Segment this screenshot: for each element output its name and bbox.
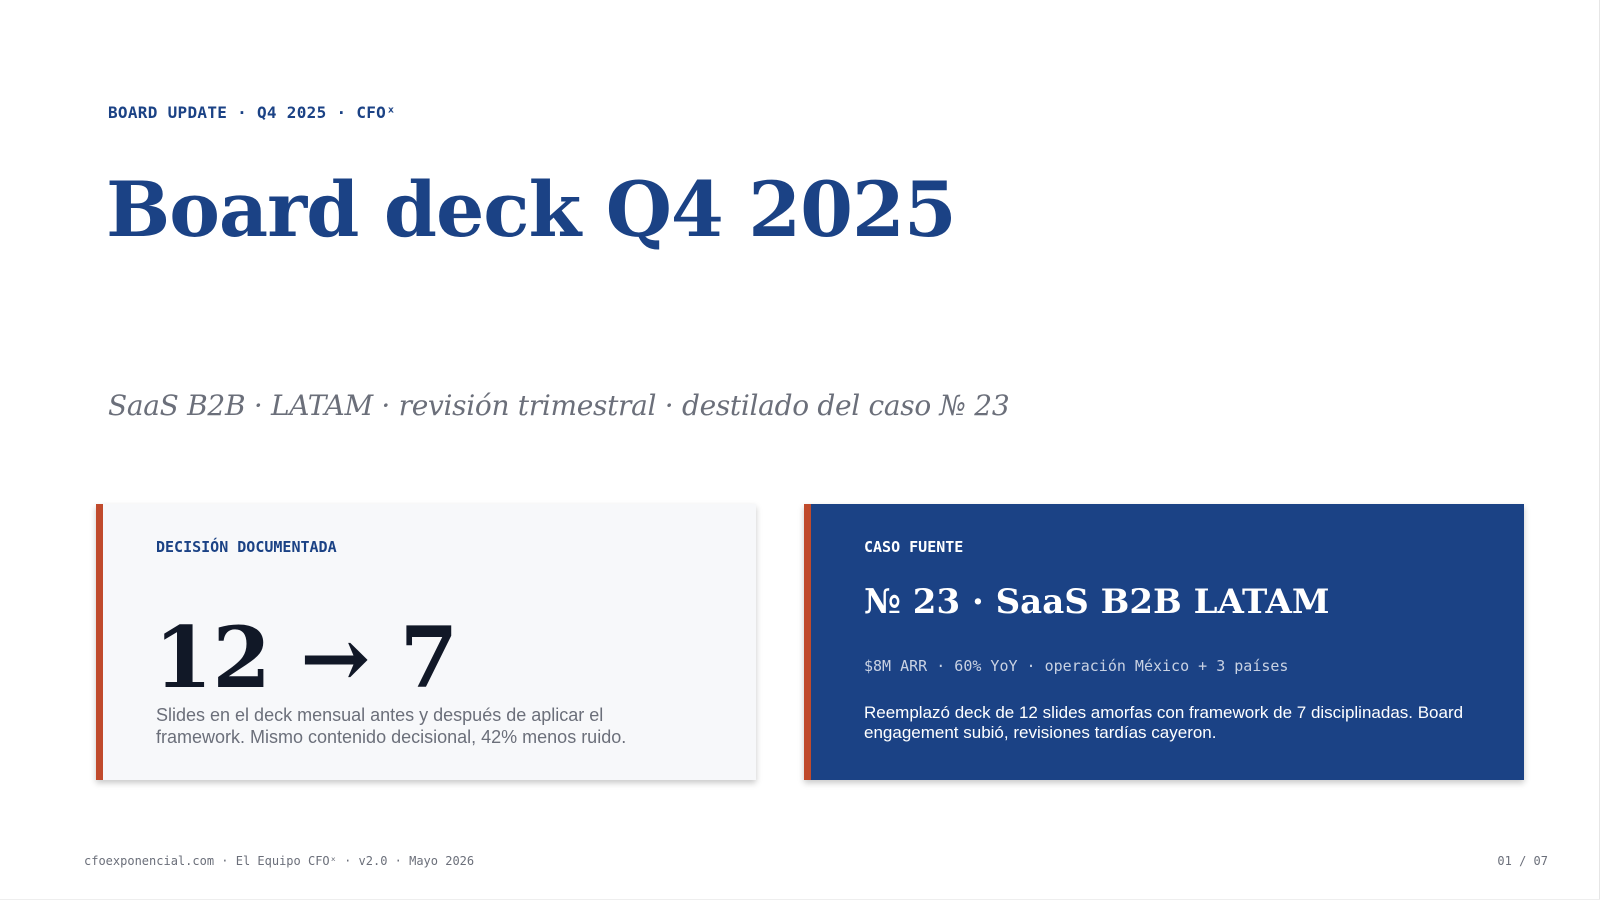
- case-title: № 23 · SaaS B2B LATAM: [864, 582, 1330, 622]
- case-card: [804, 504, 1524, 780]
- decision-card: [96, 504, 756, 780]
- decision-description: Slides en el deck mensual antes y después de aplicar el framework. Mismo contenido decisional, 42% menos ruido.: [156, 705, 627, 747]
- card-accent-bar: [804, 504, 811, 780]
- eyebrow-label: BOARD UPDATE · Q4 2025 · CFOˣ: [108, 103, 397, 122]
- card-accent-bar: [96, 504, 103, 780]
- page-title: Board deck Q4 2025: [106, 165, 956, 254]
- decision-card-label: DECISIÓN DOCUMENTADA: [156, 538, 337, 556]
- case-description: Reemplazó deck de 12 slides amorfas con framework de 7 disciplinadas. Board engagement subió, revisiones tardías cayeron.: [864, 703, 1464, 742]
- footer-credits: cfoexponencial.com · El Equipo CFOˣ · v2.0 · Mayo 2026: [84, 854, 475, 868]
- page-number: 01 / 07: [1497, 854, 1548, 868]
- case-card-label: CASO FUENTE: [864, 538, 964, 556]
- case-meta: $8M ARR · 60% YoY · operación México + 3 países: [864, 657, 1289, 675]
- page-subtitle: SaaS B2B · LATAM · revisión trimestral · destilado del caso № 23: [108, 389, 1010, 422]
- decision-metric: 12 → 7: [154, 608, 459, 707]
